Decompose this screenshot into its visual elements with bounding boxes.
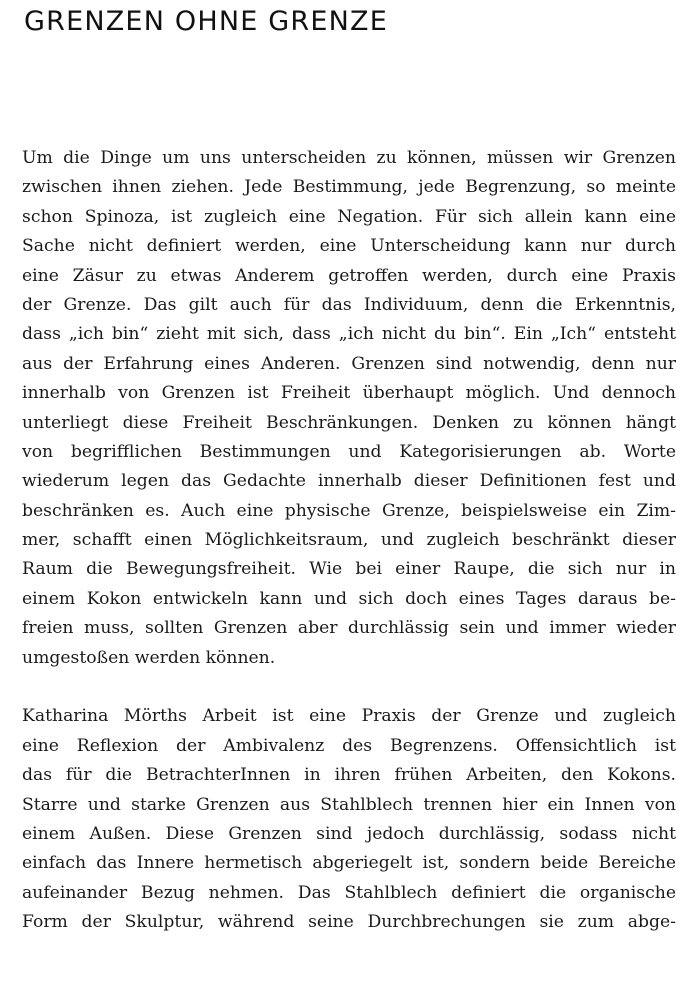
paragraph-2 <box>22 702 676 937</box>
text-line: von begrifflichen Bestimmungen und Kategorisierungen ab. Worte <box>22 441 676 462</box>
paragraph-spacer <box>22 673 676 702</box>
body-text <box>22 144 676 938</box>
text-line: das für die BetrachterInnen in ihren frühen Arbeiten, den Kokons. <box>22 765 676 786</box>
text-line: einem Außen. Diese Grenzen sind jedoch durchlässig, sodass nicht <box>22 823 676 844</box>
text-line: umgestoßen werden können. <box>22 647 276 668</box>
text-line: einfach das Innere hermetisch abgeriegelt ist, sondern beide Bereiche <box>22 853 676 874</box>
text-line: einem Kokon entwickeln kann und sich doch eines Tages daraus be- <box>22 588 676 609</box>
text-line: Starre und starke Grenzen aus Stahlblech trennen hier ein Innen von <box>22 794 676 815</box>
text-line: freien muss, sollten Grenzen aber durchlässig sein und immer wieder <box>22 618 676 639</box>
text-line: Sache nicht definiert werden, eine Unterscheidung kann nur durch <box>22 236 676 257</box>
text-line: innerhalb von Grenzen ist Freiheit überhaupt möglich. Und dennoch <box>22 383 676 404</box>
text-line: wiederum legen das Gedachte innerhalb dieser Definitionen fest und <box>22 471 676 492</box>
text-line: eine Zäsur zu etwas Anderem getroffen werden, durch eine Praxis <box>22 265 676 286</box>
text-line: unterliegt diese Freiheit Beschränkungen. Denken zu können hängt <box>22 412 676 433</box>
text-line: aus der Erfahrung eines Anderen. Grenzen sind notwendig, denn nur <box>22 353 676 374</box>
text-line: Um die Dinge um uns unterscheiden zu können, müssen wir Grenzen <box>22 148 676 168</box>
text-line: der Grenze. Das gilt auch für das Individuum, denn die Erkenntnis, <box>22 294 676 315</box>
text-line: Form der Skulptur, während seine Durchbrechungen sie zum abge- <box>22 912 676 933</box>
page-title: GRENZEN OHNE GRENZE <box>24 6 388 37</box>
text-line: aufeinander Bezug nehmen. Das Stahlblech definiert die organische <box>22 882 676 903</box>
text-line: Raum die Bewegungsfreiheit. Wie bei einer Raupe, die sich nur in <box>22 559 676 580</box>
text-line: Katharina Mörths Arbeit ist eine Praxis der Grenze und zugleich <box>22 706 676 727</box>
text-line: mer, schafft einen Möglichkeitsraum, und zugleich beschränkt dieser <box>22 530 676 551</box>
text-line: schon Spinoza, ist zugleich eine Negation. Für sich allein kann eine <box>22 206 676 227</box>
text-line: beschränken es. Auch eine physische Grenze, beispielsweise ein Zim- <box>22 500 676 521</box>
text-line: eine Reflexion der Ambivalenz des Begrenzens. Offensichtlich ist <box>22 735 676 756</box>
paragraph-1 <box>22 144 676 673</box>
text-line: zwischen ihnen ziehen. Jede Bestimmung, jede Begrenzung, so meinte <box>22 177 676 198</box>
text-line: dass „ich bin“ zieht mit sich, dass „ich nicht du bin“. Ein „Ich“ entsteht <box>22 324 676 345</box>
